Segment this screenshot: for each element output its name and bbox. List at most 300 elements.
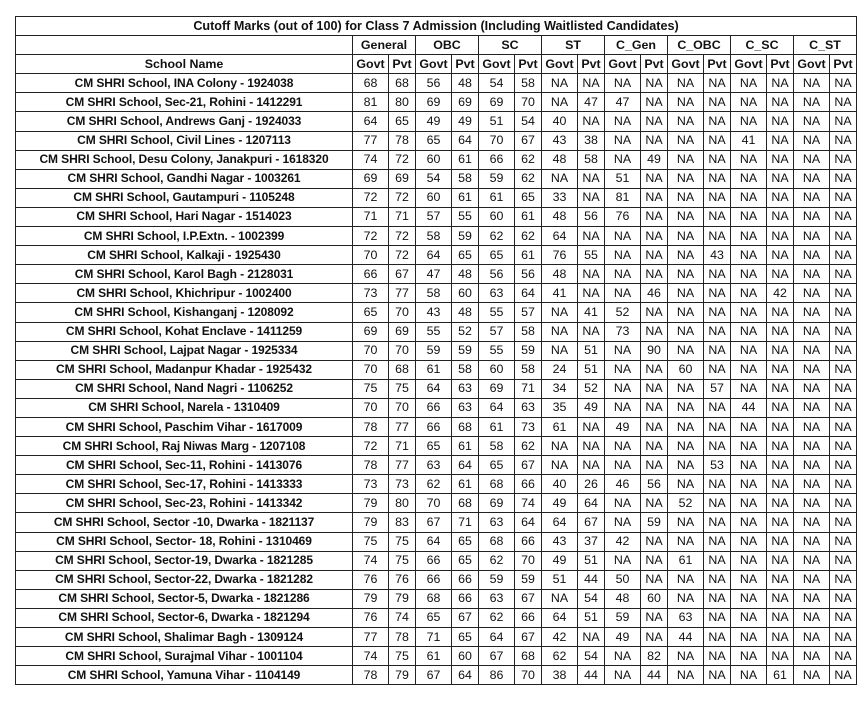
cutoff-cell-obc-govt: 64: [416, 379, 452, 398]
cutoff-cell-sc-govt: 64: [479, 628, 515, 647]
cutoff-cell-sc-govt: 60: [479, 207, 515, 226]
cutoff-cell-c-sc-govt: NA: [731, 150, 767, 169]
cutoff-cell-st-govt: 76: [542, 246, 578, 265]
cutoff-cell-c-st-pvt: NA: [830, 207, 857, 226]
cutoff-cell-st-pvt: NA: [578, 74, 605, 93]
cutoff-cell-c-st-govt: NA: [794, 456, 830, 475]
cutoff-cell-c-sc-pvt: NA: [767, 227, 794, 246]
cutoff-cell-c-gen-govt: NA: [605, 246, 641, 265]
cutoff-cell-c-gen-pvt: NA: [641, 437, 668, 456]
table-row: [16, 188, 857, 207]
cutoff-cell-c-gen-pvt: NA: [641, 379, 668, 398]
cutoff-cell-c-st-govt: NA: [794, 647, 830, 666]
cutoff-cell-general-pvt: 74: [389, 608, 416, 627]
cutoff-cell-c-gen-govt: 50: [605, 570, 641, 589]
cutoff-cell-sc-pvt: 58: [515, 322, 542, 341]
school-name-cell: CM SHRI School, Khichripur - 1002400: [16, 284, 353, 303]
cutoff-cell-general-pvt: 71: [389, 437, 416, 456]
cutoff-cell-c-sc-pvt: NA: [767, 437, 794, 456]
cutoff-cell-c-gen-pvt: NA: [641, 188, 668, 207]
cutoff-cell-general-pvt: 75: [389, 551, 416, 570]
cutoff-cell-c-sc-pvt: NA: [767, 417, 794, 436]
cutoff-cell-obc-govt: 47: [416, 265, 452, 284]
cutoff-cell-c-obc-pvt: NA: [704, 589, 731, 608]
cutoff-cell-general-pvt: 68: [389, 74, 416, 93]
cutoff-cell-st-pvt: 38: [578, 131, 605, 150]
cutoff-cell-c-obc-pvt: NA: [704, 494, 731, 513]
cutoff-cell-general-govt: 74: [353, 551, 389, 570]
school-name-cell: CM SHRI School, Desu Colony, Janakpuri - 1618320: [16, 150, 353, 169]
cutoff-cell-general-pvt: 69: [389, 169, 416, 188]
sub-header-c-st-govt: Govt: [794, 55, 830, 74]
cutoff-cell-sc-pvt: 61: [515, 207, 542, 226]
cutoff-cell-c-gen-pvt: 49: [641, 150, 668, 169]
cutoff-cell-c-st-govt: NA: [794, 608, 830, 627]
cutoff-cell-general-pvt: 78: [389, 131, 416, 150]
cutoff-cell-st-govt: NA: [542, 589, 578, 608]
cutoff-cell-c-obc-pvt: NA: [704, 570, 731, 589]
empty-header-cell: [16, 36, 353, 55]
cutoff-cell-general-pvt: 77: [389, 456, 416, 475]
cutoff-cell-c-st-pvt: NA: [830, 589, 857, 608]
cutoff-cell-sc-pvt: 67: [515, 589, 542, 608]
cutoff-cell-sc-pvt: 65: [515, 188, 542, 207]
cutoff-cell-st-govt: 64: [542, 227, 578, 246]
group-header-st: ST: [542, 36, 605, 55]
school-name-cell: CM SHRI School, Madanpur Khadar - 1925432: [16, 360, 353, 379]
cutoff-cell-obc-pvt: 58: [452, 360, 479, 379]
cutoff-cell-c-gen-govt: NA: [605, 284, 641, 303]
cutoff-cell-st-govt: 62: [542, 647, 578, 666]
cutoff-cell-c-sc-govt: NA: [731, 284, 767, 303]
cutoff-cell-obc-pvt: 65: [452, 628, 479, 647]
cutoff-cell-c-st-pvt: NA: [830, 647, 857, 666]
cutoff-cell-c-obc-pvt: NA: [704, 322, 731, 341]
cutoff-cell-c-obc-govt: NA: [668, 188, 704, 207]
school-name-cell: CM SHRI School, Nand Nagri - 1106252: [16, 379, 353, 398]
cutoff-cell-c-st-govt: NA: [794, 398, 830, 417]
table-row: [16, 341, 857, 360]
cutoff-cell-obc-pvt: 61: [452, 188, 479, 207]
cutoff-cell-sc-govt: 69: [479, 494, 515, 513]
cutoff-cell-obc-pvt: 66: [452, 570, 479, 589]
cutoff-cell-sc-govt: 69: [479, 93, 515, 112]
cutoff-cell-st-pvt: 54: [578, 647, 605, 666]
cutoff-cell-general-govt: 78: [353, 666, 389, 685]
cutoff-cell-c-gen-govt: NA: [605, 494, 641, 513]
cutoff-cell-c-st-pvt: NA: [830, 74, 857, 93]
cutoff-cell-c-obc-pvt: 43: [704, 246, 731, 265]
cutoff-cell-obc-pvt: 60: [452, 647, 479, 666]
cutoff-cell-obc-pvt: 61: [452, 150, 479, 169]
cutoff-cell-sc-govt: 62: [479, 227, 515, 246]
cutoff-cell-general-govt: 77: [353, 628, 389, 647]
cutoff-cell-c-obc-govt: NA: [668, 284, 704, 303]
cutoff-cell-st-pvt: 26: [578, 475, 605, 494]
cutoff-cell-c-obc-govt: NA: [668, 112, 704, 131]
cutoff-cell-sc-govt: 70: [479, 131, 515, 150]
cutoff-cell-c-st-pvt: NA: [830, 341, 857, 360]
cutoff-cell-sc-pvt: 54: [515, 112, 542, 131]
cutoff-cell-c-obc-govt: NA: [668, 93, 704, 112]
cutoff-cell-c-obc-pvt: NA: [704, 227, 731, 246]
cutoff-cell-c-st-pvt: NA: [830, 417, 857, 436]
cutoff-cell-c-sc-pvt: NA: [767, 93, 794, 112]
cutoff-cell-obc-pvt: 69: [452, 93, 479, 112]
cutoff-cell-c-gen-govt: 49: [605, 417, 641, 436]
table-row: [16, 284, 857, 303]
cutoff-cell-c-st-pvt: NA: [830, 475, 857, 494]
cutoff-cell-c-gen-pvt: 90: [641, 341, 668, 360]
cutoff-cell-c-gen-govt: 48: [605, 589, 641, 608]
cutoff-cell-obc-govt: 59: [416, 341, 452, 360]
cutoff-cell-obc-govt: 66: [416, 570, 452, 589]
sub-header-st-govt: Govt: [542, 55, 578, 74]
cutoff-cell-obc-pvt: 66: [452, 589, 479, 608]
cutoff-cell-sc-pvt: 67: [515, 456, 542, 475]
cutoff-cell-c-obc-govt: 52: [668, 494, 704, 513]
cutoff-cell-c-gen-govt: NA: [605, 437, 641, 456]
table-row: [16, 456, 857, 475]
table-body: [16, 74, 857, 685]
cutoff-cell-c-gen-govt: 52: [605, 303, 641, 322]
cutoff-cell-c-st-pvt: NA: [830, 169, 857, 188]
cutoff-cell-st-pvt: 47: [578, 93, 605, 112]
cutoff-cell-obc-pvt: 61: [452, 437, 479, 456]
cutoff-cell-c-obc-pvt: 53: [704, 456, 731, 475]
cutoff-cell-c-sc-govt: NA: [731, 494, 767, 513]
cutoff-cell-st-pvt: NA: [578, 628, 605, 647]
school-name-cell: CM SHRI School, Sec-11, Rohini - 1413076: [16, 456, 353, 475]
table-row: [16, 265, 857, 284]
cutoff-cell-c-obc-govt: NA: [668, 437, 704, 456]
school-name-cell: CM SHRI School, Sector-19, Dwarka - 1821285: [16, 551, 353, 570]
cutoff-cell-c-gen-pvt: NA: [641, 112, 668, 131]
cutoff-cell-st-govt: 48: [542, 150, 578, 169]
cutoff-cell-c-sc-govt: NA: [731, 112, 767, 131]
table-row: [16, 93, 857, 112]
cutoff-cell-c-obc-govt: NA: [668, 379, 704, 398]
cutoff-cell-c-gen-govt: 73: [605, 322, 641, 341]
cutoff-cell-general-govt: 81: [353, 93, 389, 112]
sub-header-c-st-pvt: Pvt: [830, 55, 857, 74]
school-name-cell: CM SHRI School, Narela - 1310409: [16, 398, 353, 417]
table-row: [16, 666, 857, 685]
cutoff-cell-sc-govt: 63: [479, 284, 515, 303]
table-row: [16, 131, 857, 150]
cutoff-cell-c-st-govt: NA: [794, 417, 830, 436]
cutoff-cell-c-gen-pvt: NA: [641, 322, 668, 341]
table-row: [16, 475, 857, 494]
cutoff-cell-st-govt: 61: [542, 417, 578, 436]
cutoff-cell-obc-pvt: 68: [452, 494, 479, 513]
cutoff-cell-general-pvt: 68: [389, 360, 416, 379]
cutoff-cell-st-pvt: 51: [578, 608, 605, 627]
cutoff-cell-obc-pvt: 64: [452, 666, 479, 685]
cutoff-cell-obc-pvt: 63: [452, 379, 479, 398]
cutoff-cell-c-sc-pvt: NA: [767, 188, 794, 207]
cutoff-cell-c-gen-govt: 49: [605, 628, 641, 647]
cutoff-cell-st-govt: NA: [542, 456, 578, 475]
cutoff-cell-c-gen-pvt: 44: [641, 666, 668, 685]
group-header-c-obc: C_OBC: [668, 36, 731, 55]
cutoff-cell-st-pvt: 58: [578, 150, 605, 169]
cutoff-cell-c-obc-govt: NA: [668, 456, 704, 475]
cutoff-cell-c-sc-pvt: NA: [767, 532, 794, 551]
cutoff-cell-st-govt: 43: [542, 131, 578, 150]
cutoff-cell-st-govt: NA: [542, 341, 578, 360]
cutoff-cell-obc-govt: 67: [416, 666, 452, 685]
cutoff-cell-sc-govt: 68: [479, 532, 515, 551]
cutoff-cell-c-gen-govt: NA: [605, 227, 641, 246]
cutoff-cell-c-gen-govt: NA: [605, 131, 641, 150]
school-name-cell: CM SHRI School, Civil Lines - 1207113: [16, 131, 353, 150]
cutoff-cell-general-govt: 71: [353, 207, 389, 226]
school-name-cell: CM SHRI School, Sec-21, Rohini - 1412291: [16, 93, 353, 112]
cutoff-cell-general-govt: 74: [353, 150, 389, 169]
cutoff-cell-c-st-govt: NA: [794, 74, 830, 93]
cutoff-cell-obc-pvt: 71: [452, 513, 479, 532]
school-name-cell: CM SHRI School, Karol Bagh - 2128031: [16, 265, 353, 284]
cutoff-cell-sc-pvt: 62: [515, 227, 542, 246]
school-name-cell: CM SHRI School, I.P.Extn. - 1002399: [16, 227, 353, 246]
cutoff-cell-c-sc-govt: NA: [731, 246, 767, 265]
cutoff-cell-sc-govt: 61: [479, 188, 515, 207]
cutoff-cell-c-st-govt: NA: [794, 188, 830, 207]
cutoff-cell-c-obc-govt: 44: [668, 628, 704, 647]
sub-header-c-obc-pvt: Pvt: [704, 55, 731, 74]
cutoff-cell-sc-govt: 58: [479, 437, 515, 456]
table-row: [16, 437, 857, 456]
cutoff-marks-table: [15, 16, 857, 685]
cutoff-cell-obc-pvt: 60: [452, 284, 479, 303]
cutoff-cell-c-st-govt: NA: [794, 475, 830, 494]
cutoff-cell-c-st-govt: NA: [794, 666, 830, 685]
cutoff-cell-c-sc-pvt: NA: [767, 551, 794, 570]
cutoff-cell-st-pvt: 44: [578, 666, 605, 685]
cutoff-cell-obc-pvt: 67: [452, 608, 479, 627]
sub-header-general-govt: Govt: [353, 55, 389, 74]
cutoff-cell-c-gen-pvt: NA: [641, 93, 668, 112]
cutoff-cell-obc-pvt: 58: [452, 169, 479, 188]
cutoff-cell-obc-pvt: 65: [452, 551, 479, 570]
cutoff-cell-c-st-pvt: NA: [830, 284, 857, 303]
cutoff-cell-obc-pvt: 52: [452, 322, 479, 341]
cutoff-cell-c-st-pvt: NA: [830, 570, 857, 589]
cutoff-cell-general-govt: 79: [353, 589, 389, 608]
cutoff-cell-obc-govt: 68: [416, 589, 452, 608]
cutoff-cell-obc-govt: 58: [416, 227, 452, 246]
cutoff-cell-c-sc-govt: 41: [731, 131, 767, 150]
cutoff-cell-general-pvt: 72: [389, 150, 416, 169]
cutoff-cell-c-st-pvt: NA: [830, 437, 857, 456]
table-row: [16, 207, 857, 226]
cutoff-cell-sc-pvt: 74: [515, 494, 542, 513]
cutoff-cell-obc-govt: 65: [416, 131, 452, 150]
cutoff-cell-general-pvt: 72: [389, 188, 416, 207]
cutoff-cell-c-sc-govt: NA: [731, 169, 767, 188]
cutoff-cell-general-govt: 69: [353, 322, 389, 341]
cutoff-cell-general-govt: 65: [353, 303, 389, 322]
cutoff-cell-sc-pvt: 59: [515, 341, 542, 360]
cutoff-cell-c-obc-govt: NA: [668, 570, 704, 589]
cutoff-cell-c-st-pvt: NA: [830, 379, 857, 398]
cutoff-cell-st-govt: 38: [542, 666, 578, 685]
school-name-cell: CM SHRI School, Sec-17, Rohini - 1413333: [16, 475, 353, 494]
cutoff-cell-st-govt: 42: [542, 628, 578, 647]
cutoff-cell-c-gen-pvt: NA: [641, 265, 668, 284]
cutoff-cell-st-govt: 40: [542, 475, 578, 494]
school-name-cell: CM SHRI School, Kohat Enclave - 1411259: [16, 322, 353, 341]
cutoff-cell-general-govt: 78: [353, 456, 389, 475]
cutoff-cell-st-pvt: NA: [578, 437, 605, 456]
cutoff-cell-sc-govt: 55: [479, 303, 515, 322]
cutoff-cell-c-gen-govt: NA: [605, 74, 641, 93]
cutoff-cell-c-st-pvt: NA: [830, 666, 857, 685]
cutoff-cell-c-st-govt: NA: [794, 303, 830, 322]
cutoff-cell-c-st-govt: NA: [794, 551, 830, 570]
table-row: [16, 551, 857, 570]
table-row: [16, 322, 857, 341]
cutoff-cell-c-gen-pvt: NA: [641, 131, 668, 150]
cutoff-cell-st-pvt: NA: [578, 265, 605, 284]
cutoff-cell-c-sc-govt: NA: [731, 589, 767, 608]
cutoff-cell-c-obc-govt: NA: [668, 207, 704, 226]
cutoff-cell-c-gen-govt: NA: [605, 265, 641, 284]
cutoff-cell-st-pvt: NA: [578, 417, 605, 436]
cutoff-cell-sc-pvt: 62: [515, 437, 542, 456]
cutoff-cell-c-gen-pvt: 60: [641, 589, 668, 608]
cutoff-cell-c-obc-govt: NA: [668, 532, 704, 551]
cutoff-cell-sc-pvt: 68: [515, 647, 542, 666]
sub-header-row: [16, 55, 857, 74]
table-row: [16, 628, 857, 647]
cutoff-cell-general-pvt: 76: [389, 570, 416, 589]
cutoff-cell-c-st-pvt: NA: [830, 246, 857, 265]
cutoff-cell-c-gen-pvt: NA: [641, 532, 668, 551]
cutoff-cell-c-gen-govt: NA: [605, 456, 641, 475]
cutoff-cell-c-sc-govt: NA: [731, 360, 767, 379]
table-row: [16, 513, 857, 532]
cutoff-cell-c-st-pvt: NA: [830, 628, 857, 647]
cutoff-cell-sc-pvt: 67: [515, 628, 542, 647]
cutoff-cell-c-st-govt: NA: [794, 532, 830, 551]
cutoff-cell-c-gen-pvt: NA: [641, 169, 668, 188]
cutoff-cell-c-sc-pvt: NA: [767, 341, 794, 360]
cutoff-cell-c-sc-govt: NA: [731, 647, 767, 666]
cutoff-cell-c-sc-govt: NA: [731, 265, 767, 284]
cutoff-cell-c-gen-govt: NA: [605, 551, 641, 570]
cutoff-cell-c-obc-pvt: NA: [704, 303, 731, 322]
table-row: [16, 379, 857, 398]
cutoff-cell-sc-govt: 65: [479, 246, 515, 265]
cutoff-cell-c-sc-pvt: NA: [767, 608, 794, 627]
cutoff-cell-general-pvt: 75: [389, 647, 416, 666]
cutoff-cell-obc-govt: 67: [416, 513, 452, 532]
school-name-cell: CM SHRI School, Raj Niwas Marg - 1207108: [16, 437, 353, 456]
cutoff-cell-sc-pvt: 64: [515, 284, 542, 303]
sub-header-c-sc-pvt: Pvt: [767, 55, 794, 74]
cutoff-cell-c-st-govt: NA: [794, 341, 830, 360]
cutoff-cell-general-govt: 72: [353, 227, 389, 246]
cutoff-cell-sc-pvt: 59: [515, 570, 542, 589]
cutoff-cell-st-pvt: NA: [578, 456, 605, 475]
cutoff-cell-sc-govt: 59: [479, 169, 515, 188]
cutoff-cell-c-gen-pvt: NA: [641, 628, 668, 647]
cutoff-cell-c-gen-govt: 47: [605, 93, 641, 112]
cutoff-cell-sc-govt: 57: [479, 322, 515, 341]
cutoff-cell-c-st-pvt: NA: [830, 513, 857, 532]
cutoff-cell-sc-pvt: 61: [515, 246, 542, 265]
cutoff-cell-obc-pvt: 65: [452, 532, 479, 551]
cutoff-cell-general-pvt: 65: [389, 112, 416, 131]
table-row: [16, 303, 857, 322]
cutoff-cell-st-pvt: NA: [578, 284, 605, 303]
cutoff-cell-c-sc-govt: NA: [731, 532, 767, 551]
cutoff-cell-c-st-pvt: NA: [830, 93, 857, 112]
cutoff-cell-c-sc-pvt: NA: [767, 169, 794, 188]
cutoff-cell-c-obc-pvt: NA: [704, 131, 731, 150]
cutoff-cell-c-gen-govt: NA: [605, 150, 641, 169]
cutoff-cell-c-st-govt: NA: [794, 589, 830, 608]
cutoff-cell-c-obc-pvt: NA: [704, 666, 731, 685]
cutoff-cell-obc-pvt: 59: [452, 341, 479, 360]
sub-header-c-gen-govt: Govt: [605, 55, 641, 74]
cutoff-cell-sc-govt: 60: [479, 360, 515, 379]
school-name-cell: CM SHRI School, Yamuna Vihar - 1104149: [16, 666, 353, 685]
cutoff-cell-st-pvt: 52: [578, 379, 605, 398]
cutoff-cell-c-sc-pvt: NA: [767, 647, 794, 666]
school-name-cell: CM SHRI School, Hari Nagar - 1514023: [16, 207, 353, 226]
cutoff-cell-obc-govt: 61: [416, 647, 452, 666]
school-name-cell: CM SHRI School, Sector-6, Dwarka - 1821294: [16, 608, 353, 627]
cutoff-cell-c-sc-pvt: NA: [767, 112, 794, 131]
sub-header-obc-govt: Govt: [416, 55, 452, 74]
cutoff-cell-st-pvt: NA: [578, 227, 605, 246]
cutoff-cell-c-obc-govt: NA: [668, 131, 704, 150]
cutoff-cell-c-sc-govt: NA: [731, 456, 767, 475]
cutoff-cell-sc-pvt: 66: [515, 608, 542, 627]
cutoff-cell-c-st-govt: NA: [794, 93, 830, 112]
sub-header-sc-pvt: Pvt: [515, 55, 542, 74]
cutoff-cell-general-govt: 70: [353, 398, 389, 417]
cutoff-cell-c-gen-govt: NA: [605, 513, 641, 532]
cutoff-cell-sc-govt: 62: [479, 551, 515, 570]
cutoff-cell-sc-pvt: 57: [515, 303, 542, 322]
sub-header-c-gen-pvt: Pvt: [641, 55, 668, 74]
cutoff-cell-sc-govt: 64: [479, 398, 515, 417]
cutoff-cell-c-obc-pvt: NA: [704, 647, 731, 666]
cutoff-cell-obc-govt: 65: [416, 437, 452, 456]
cutoff-cell-general-govt: 77: [353, 131, 389, 150]
table-row: [16, 494, 857, 513]
school-name-cell: CM SHRI School, Sector-5, Dwarka - 1821286: [16, 589, 353, 608]
cutoff-cell-st-pvt: NA: [578, 322, 605, 341]
cutoff-cell-c-sc-pvt: NA: [767, 379, 794, 398]
cutoff-cell-c-obc-govt: NA: [668, 265, 704, 284]
cutoff-cell-c-sc-govt: NA: [731, 188, 767, 207]
cutoff-cell-general-pvt: 70: [389, 398, 416, 417]
cutoff-cell-c-obc-govt: NA: [668, 475, 704, 494]
school-name-cell: CM SHRI School, Gandhi Nagar - 1003261: [16, 169, 353, 188]
cutoff-cell-c-obc-pvt: NA: [704, 93, 731, 112]
cutoff-cell-c-gen-govt: NA: [605, 666, 641, 685]
cutoff-cell-obc-govt: 64: [416, 532, 452, 551]
school-name-cell: CM SHRI School, Lajpat Nagar - 1925334: [16, 341, 353, 360]
cutoff-cell-st-govt: 43: [542, 532, 578, 551]
cutoff-cell-general-pvt: 79: [389, 666, 416, 685]
cutoff-cell-st-pvt: NA: [578, 169, 605, 188]
